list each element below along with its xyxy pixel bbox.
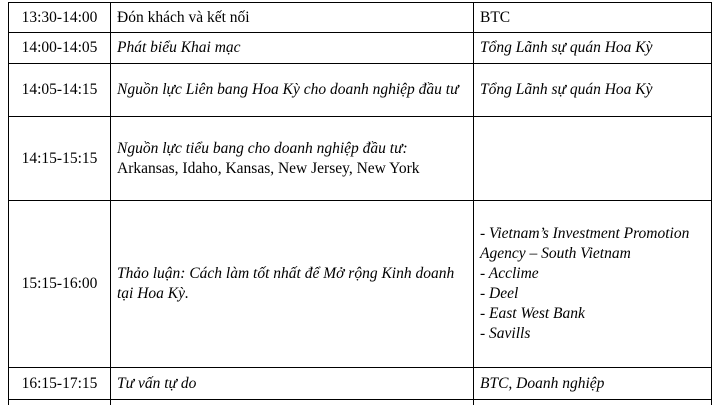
speaker-cell: Tổng Lãnh sự quán Hoa Kỳ: [474, 33, 712, 64]
activity-cell: Phát biểu Khai mạc: [111, 33, 474, 64]
activity-lead-text: Nguồn lực tiểu bang cho doanh nghiệp đầu tư:: [117, 139, 408, 157]
speaker-list-item: - East West Bank: [480, 304, 705, 324]
speaker-list-item: - Deel: [480, 284, 705, 304]
table-row: [9, 400, 712, 405]
table-row: [9, 64, 712, 117]
speaker-cell: BTC, Doanh nghiệp: [474, 368, 712, 400]
table-row: [9, 117, 712, 201]
time-cell: 13:30-14:00: [9, 3, 111, 33]
speaker-cell: [474, 117, 712, 201]
agenda-table: [8, 2, 712, 405]
time-cell: 14:00-14:05: [9, 33, 111, 64]
time-cell: 14:15-15:15: [9, 117, 111, 201]
speaker-list-item: - Vietnam’s Investment Promotion Agency – South Vietnam: [480, 224, 705, 264]
speaker-list: [480, 224, 705, 344]
speaker-cell: [474, 400, 712, 405]
table-row: [9, 368, 712, 400]
table-row: [9, 33, 712, 64]
activity-cell: [111, 400, 474, 405]
table-row: [9, 3, 712, 33]
speaker-list-item: - Savills: [480, 324, 705, 344]
time-cell: 15:15-16:00: [9, 201, 111, 368]
activity-cell: [111, 117, 474, 201]
activity-cell: Đón khách và kết nối: [111, 3, 474, 33]
time-cell: 14:05-14:15: [9, 64, 111, 117]
time-cell: [9, 400, 111, 405]
speaker-cell: BTC: [474, 3, 712, 33]
activity-cell: Thảo luận: Cách làm tốt nhất để Mở rộng Kinh doanh tại Hoa Kỳ.: [111, 201, 474, 368]
activity-cell: Tư vấn tự do: [111, 368, 474, 400]
speaker-cell: [474, 201, 712, 368]
table-row: [9, 201, 712, 368]
activity-states-text: Arkansas, Idaho, Kansas, New Jersey, New York: [117, 159, 420, 177]
activity-cell: Nguồn lực Liên bang Hoa Kỳ cho doanh nghiệp đầu tư: [111, 64, 474, 117]
time-cell: 16:15-17:15: [9, 368, 111, 400]
speaker-list-item: - Acclime: [480, 264, 705, 284]
speaker-cell: Tổng Lãnh sự quán Hoa Kỳ: [474, 64, 712, 117]
